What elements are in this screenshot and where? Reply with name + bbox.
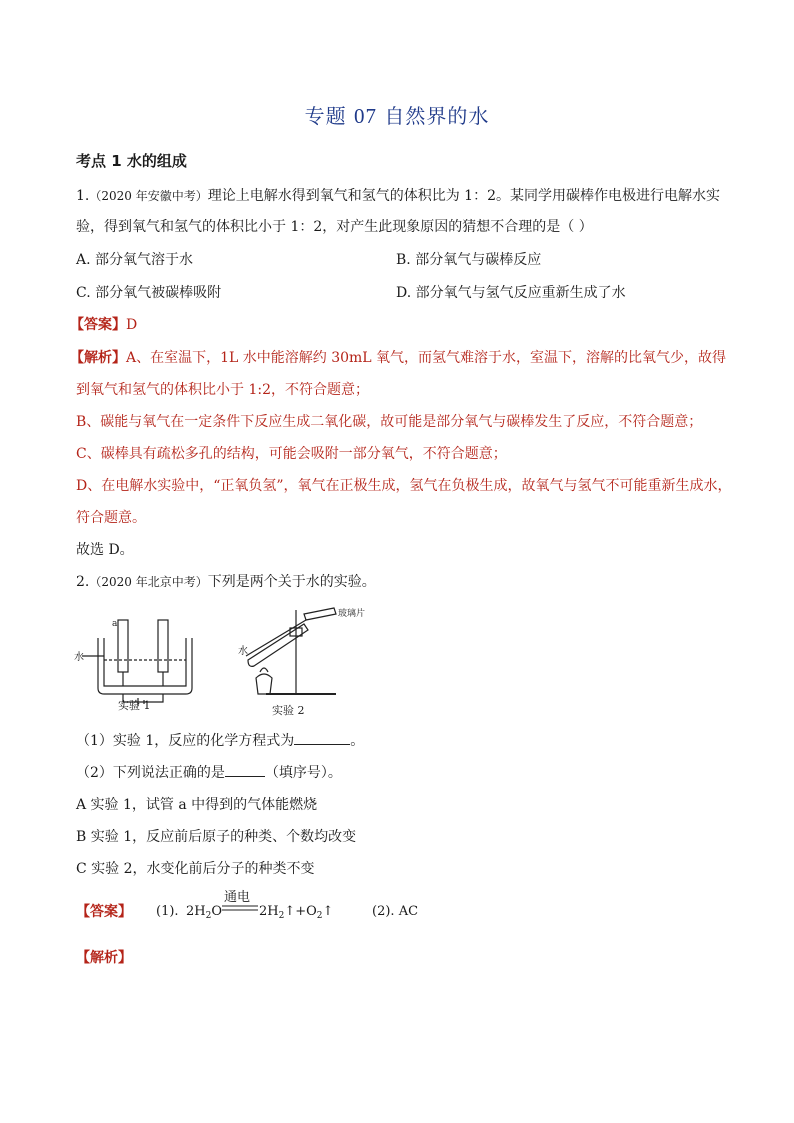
q2-sub2-end: （填序号）。 [264, 765, 342, 781]
q1-line1 [76, 186, 720, 206]
q2-option-a: A 实验 1，试管 a 中得到的气体能燃烧 [76, 797, 318, 813]
eq-product-1: 2H [259, 904, 279, 919]
fig2-water-label: 水 [238, 646, 248, 657]
eq-reactant: 2H [186, 904, 206, 919]
q2-option-b: B 实验 1，反应前后原子的种类、个数均改变 [76, 829, 357, 845]
eq-products [259, 902, 333, 926]
eq-product-2-sub: 2 [316, 911, 323, 921]
q1-analysis-label: 【解析】 [70, 350, 126, 366]
q2-answer-label: 【答案】 [76, 904, 132, 920]
q2-sub2-blank [225, 762, 265, 777]
q1-option-d: D. 部分氧气与氢气反应重新生成了水 [396, 285, 626, 301]
q2-answer-1-index: (1). [156, 904, 179, 919]
q2-sub2 [76, 762, 342, 783]
q2-answer-2-index: (2). [372, 904, 395, 919]
q2-analysis [76, 948, 132, 968]
q2-analysis-label: 【解析】 [76, 950, 132, 966]
q2-answer-2 [372, 902, 418, 922]
q2-sub2-text: （2）下列说法正确的是 [76, 765, 225, 781]
eq-reactant-tail: O [211, 904, 223, 919]
q1-stem-2: 验，得到氧气和氢气的体积比小于 1：2，对产生此现象原因的猜想不合理的是（ ） [76, 219, 593, 235]
q2-answer [76, 902, 132, 922]
q1-analysis-6: 符合题意。 [76, 510, 146, 526]
fig1-caption: 实验 1 [118, 699, 151, 712]
eq-plus: ↑+O [284, 904, 317, 919]
q1-analysis-5: D、在电解水实验中，“正氧负氢”，氧气在正极生成，氢气在负极生成，故氧气与氢气不可能重新生成水， [76, 478, 732, 494]
q1-answer-label: 【答案】 [70, 317, 126, 333]
q2-sub1-text: （1）实验 1，反应的化学方程式为 [76, 733, 295, 749]
eq-reactant-sub: 2 [205, 911, 212, 921]
q1-option-b: B. 部分氧气与碳棒反应 [396, 252, 542, 268]
q1-analysis-text-1: A、在室温下，1L 水中能溶解约 30mL 氧气，而氢气难溶于水，室温下，溶解的比氧气少，故得 [126, 350, 727, 366]
q1-source: （2020 年安徽中考） [89, 189, 208, 203]
section-heading: 考点 1 水的组成 [76, 152, 187, 170]
q2-sub1 [76, 730, 364, 751]
q1-analysis-4: C、碳棒具有疏松多孔的结构，可能会吸附一部分氧气，不符合题意； [76, 446, 507, 462]
title-number: 07 [354, 104, 377, 128]
q1-conclusion: 故选 D。 [76, 542, 134, 558]
title-text: 自然界的水 [384, 104, 490, 128]
q2-answer-2-value: AC [398, 904, 419, 919]
q2-equation [186, 902, 222, 926]
q1-analysis-3: B、碳能与氧气在一定条件下反应生成二氧化碳，故可能是部分氧气与碳棒发生了反应，不符合题意； [76, 414, 703, 430]
eq-condition: 通电 [224, 890, 251, 905]
q1-number: 1. [76, 188, 90, 204]
fig2-glass-label: 玻璃片 [338, 609, 366, 619]
q1-analysis-1 [70, 348, 726, 368]
eq-double-line [222, 904, 258, 912]
fig1-tube-a-label: a [112, 619, 118, 629]
experiment-1-figure [74, 610, 204, 710]
q2-number: 2. [76, 574, 90, 590]
title-prefix: 专题 [304, 104, 347, 128]
q1-stem-1: 理论上电解水得到氧气和氢气的体积比为 1：2。某同学用碳棒作电极进行电解水实 [207, 188, 720, 204]
fig2-caption: 实验 2 [272, 704, 305, 717]
q1-answer-value: D [126, 317, 138, 333]
q2-option-c: C 实验 2，水变化前后分子的种类不变 [76, 861, 315, 877]
q2-stem [76, 572, 376, 592]
fig1-water-label: 水 [74, 652, 84, 663]
eq-product-1-sub: 2 [278, 911, 285, 921]
q2-sub1-blank [294, 730, 350, 745]
experiment-2-figure [226, 606, 366, 706]
q1-option-c: C. 部分氧气被碳棒吸附 [76, 285, 222, 301]
page-title [0, 100, 794, 129]
q1-option-a: A. 部分氧气溶于水 [76, 252, 194, 268]
q1-analysis-2: 到氧气和氢气的体积比小于 1:2，不符合题意； [76, 382, 369, 398]
q2-sub1-end: 。 [350, 733, 365, 749]
q2-source: （2020 年北京中考） [89, 575, 208, 589]
eq-gas-arrow: ↑ [322, 904, 334, 919]
q1-answer [70, 315, 137, 335]
q2-stem-text: 下列是两个关于水的实验。 [207, 574, 376, 590]
